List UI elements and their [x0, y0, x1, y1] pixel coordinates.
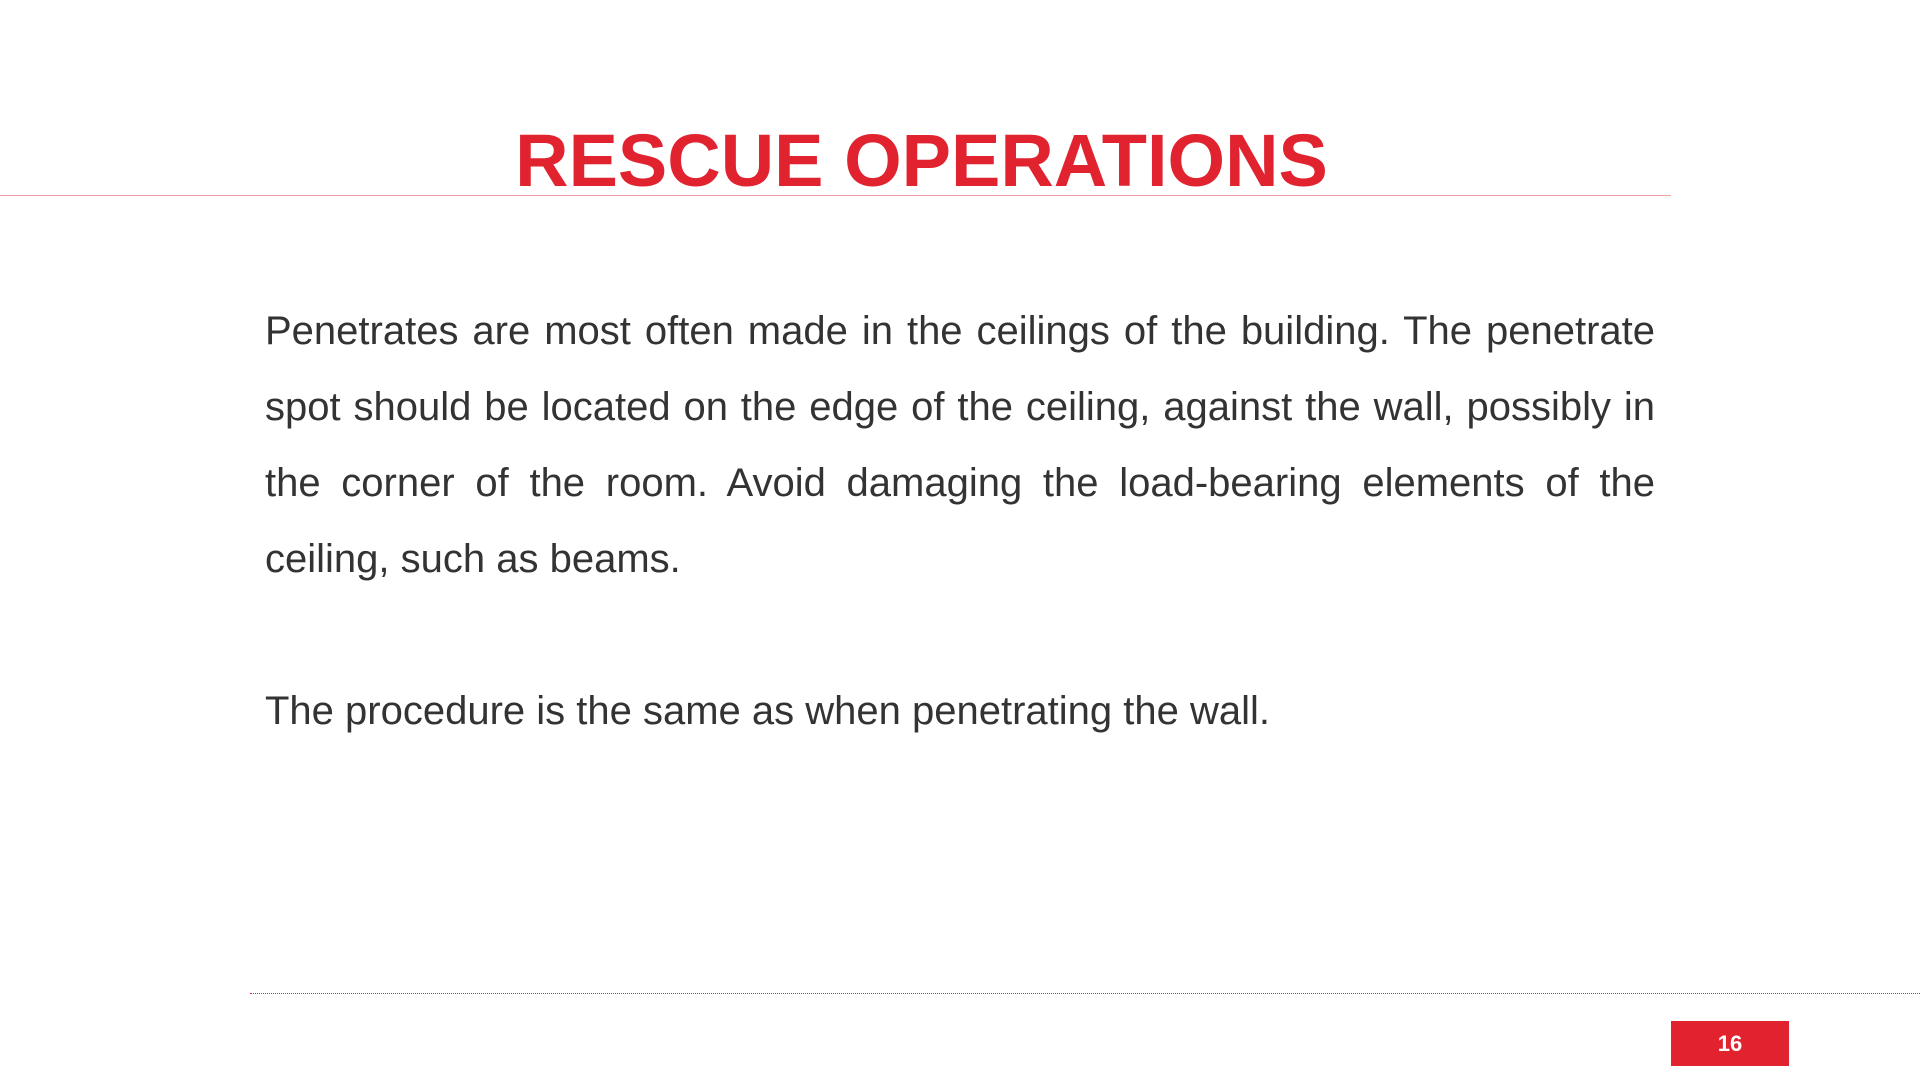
slide-title: RESCUE OPERATIONS: [515, 119, 1328, 202]
footer-divider: [250, 993, 1920, 994]
body-paragraph: The procedure is the same as when penetrating the wall.: [265, 689, 1271, 733]
page-number-badge: 16: [1671, 1021, 1789, 1066]
body-paragraph: Penetrates are most often made in the ceilings of the building. The penetrate spot should be located on the edge of the ceiling, against the wall, possibly in the corner of the room. Avoid damaging the load-bearing elements of the ceiling, such as beams.: [265, 309, 1655, 581]
slide-body: [265, 293, 1655, 749]
title-divider: [0, 195, 1671, 196]
